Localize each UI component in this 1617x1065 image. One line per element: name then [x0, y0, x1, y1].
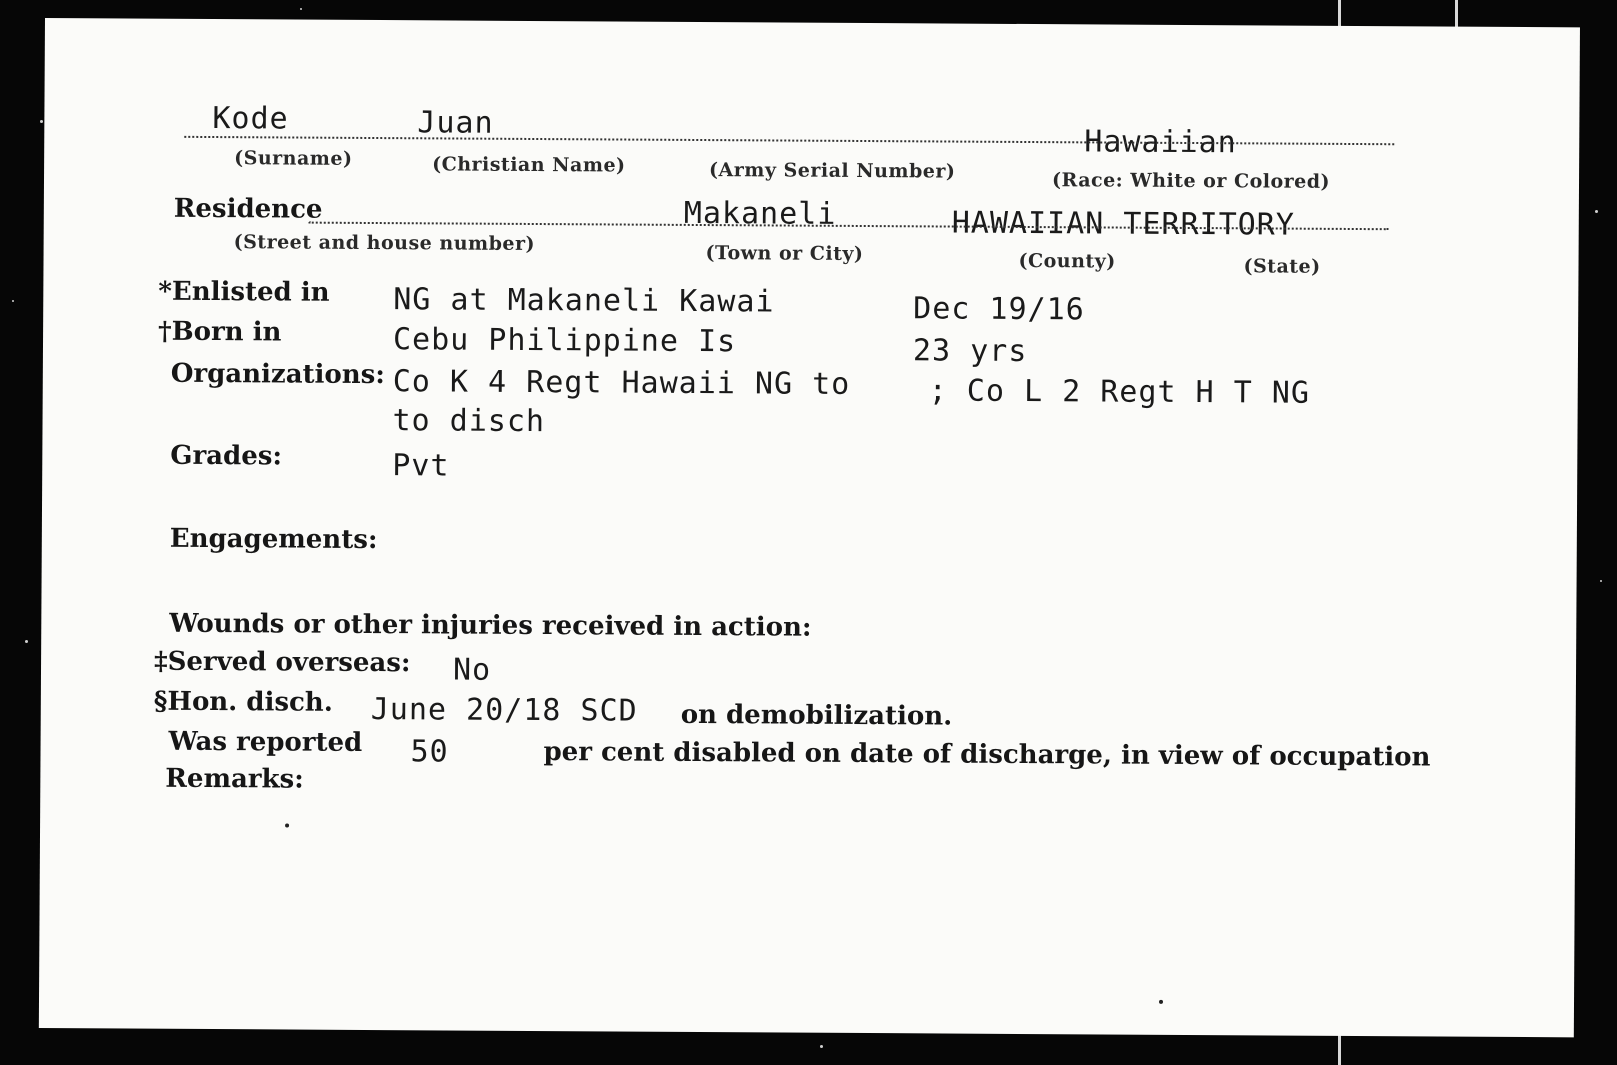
christian-name-caption: (Christian Name): [432, 153, 626, 177]
organizations-line1b: ; Co L 2 Regt H T NG: [928, 373, 1311, 411]
record-card: [39, 18, 1580, 1037]
reported-suffix: per cent disabled on date of discharge, in view of occupation: [543, 737, 1431, 773]
organizations-line2: to disch: [392, 403, 546, 440]
speck: [1600, 580, 1602, 582]
organizations-label: Organizations:: [170, 358, 386, 391]
race-value: Hawaiian: [1084, 124, 1237, 161]
engagements-label: Engagements:: [169, 523, 378, 556]
residence-label: Residence: [173, 193, 323, 225]
speck: [40, 120, 43, 123]
town-caption: (Town or City): [705, 242, 864, 266]
remarks-label: Remarks:: [165, 763, 304, 795]
surname-caption: (Surname): [234, 147, 353, 170]
surname-value: Kode: [212, 101, 289, 137]
christian-name-value: Juan: [417, 105, 494, 141]
speck: [25, 640, 28, 643]
grades-label: Grades:: [170, 440, 283, 472]
state-value: HAWAIIAN TERRITORY: [951, 205, 1295, 243]
grades-value: Pvt: [392, 448, 450, 484]
born-age: 23 yrs: [912, 333, 1028, 370]
army-serial-caption: (Army Serial Number): [709, 159, 956, 183]
state-caption: (State): [1243, 255, 1321, 278]
hon-disch-label: §Hon. disch.: [153, 686, 333, 718]
enlisted-date: Dec 19/16: [913, 291, 1085, 328]
born-label: †Born in: [157, 316, 282, 348]
speck: [820, 1045, 823, 1048]
speck: [12, 300, 14, 302]
race-caption: (Race: White or Colored): [1051, 169, 1331, 193]
born-value: Cebu Philippine Is: [392, 322, 737, 360]
town-value: Makaneli: [683, 195, 837, 232]
enlisted-label: *Enlisted in: [158, 276, 330, 308]
speck: [1595, 210, 1598, 213]
served-overseas-value: No: [452, 652, 492, 688]
hon-disch-suffix: on demobilization.: [680, 699, 953, 732]
enlisted-value: NG at Makaneli Kawai: [393, 282, 775, 320]
speck: [300, 8, 302, 10]
county-caption: (County): [1018, 249, 1116, 273]
reported-value: 50: [410, 734, 449, 770]
wounds-label: Wounds or other injuries received in action:: [169, 608, 812, 643]
hon-disch-value: June 20/18 SCD: [370, 692, 638, 729]
ink-dot: [1159, 1000, 1163, 1004]
street-caption: (Street and house number): [233, 231, 536, 255]
served-overseas-label: ‡Served overseas:: [153, 646, 411, 679]
reported-label: Was reported: [168, 726, 363, 758]
organizations-line1: Co K 4 Regt Hawaii NG to: [392, 364, 851, 402]
ink-dot: [285, 823, 289, 827]
